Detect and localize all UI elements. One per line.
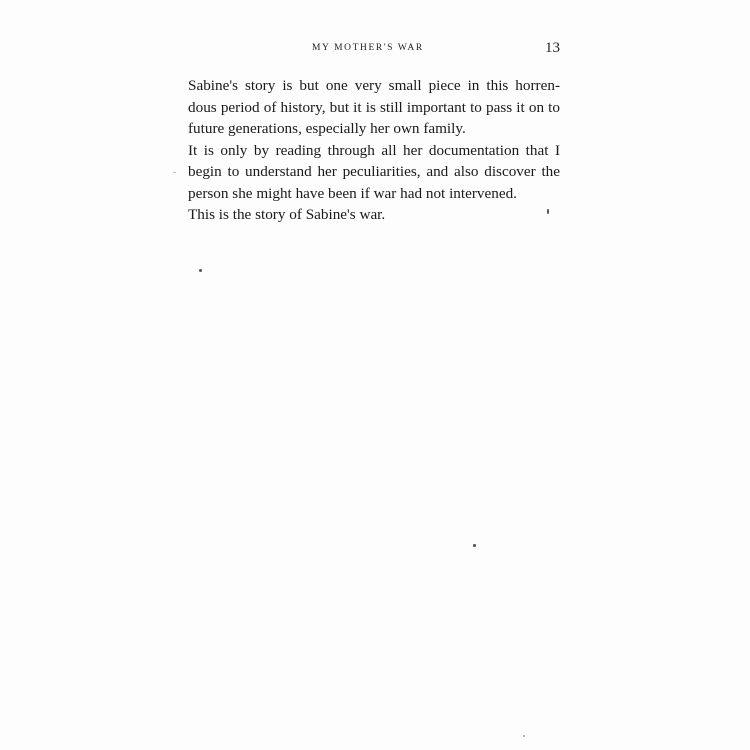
scan-speck [523, 735, 525, 737]
running-head [188, 41, 562, 61]
scan-speck [199, 269, 202, 272]
body-text [188, 75, 560, 226]
paragraph-2 [188, 140, 560, 205]
paragraph-1 [188, 75, 560, 140]
text-line: Sabine's story is but one very small piece in this horren- [188, 77, 560, 94]
scan-speck [473, 544, 476, 547]
text-line: begin to understand her peculiarities, and also discover the [188, 163, 560, 180]
text-line: person she might have been if war had not intervened. [188, 184, 517, 202]
scan-speck [547, 209, 549, 214]
running-title: MY MOTHER'S WAR [312, 43, 424, 53]
paragraph-3 [188, 204, 560, 226]
page-number: 13 [545, 40, 560, 56]
scan-speck [173, 172, 176, 173]
text-line: This is the story of Sabine's war. [188, 206, 386, 223]
text-line: It is only by reading through all her documentation that I [188, 141, 560, 159]
text-line: dous period of history, but it is still important to pass it on to [188, 98, 560, 116]
text-line: future generations, especially her own family. [188, 120, 466, 137]
